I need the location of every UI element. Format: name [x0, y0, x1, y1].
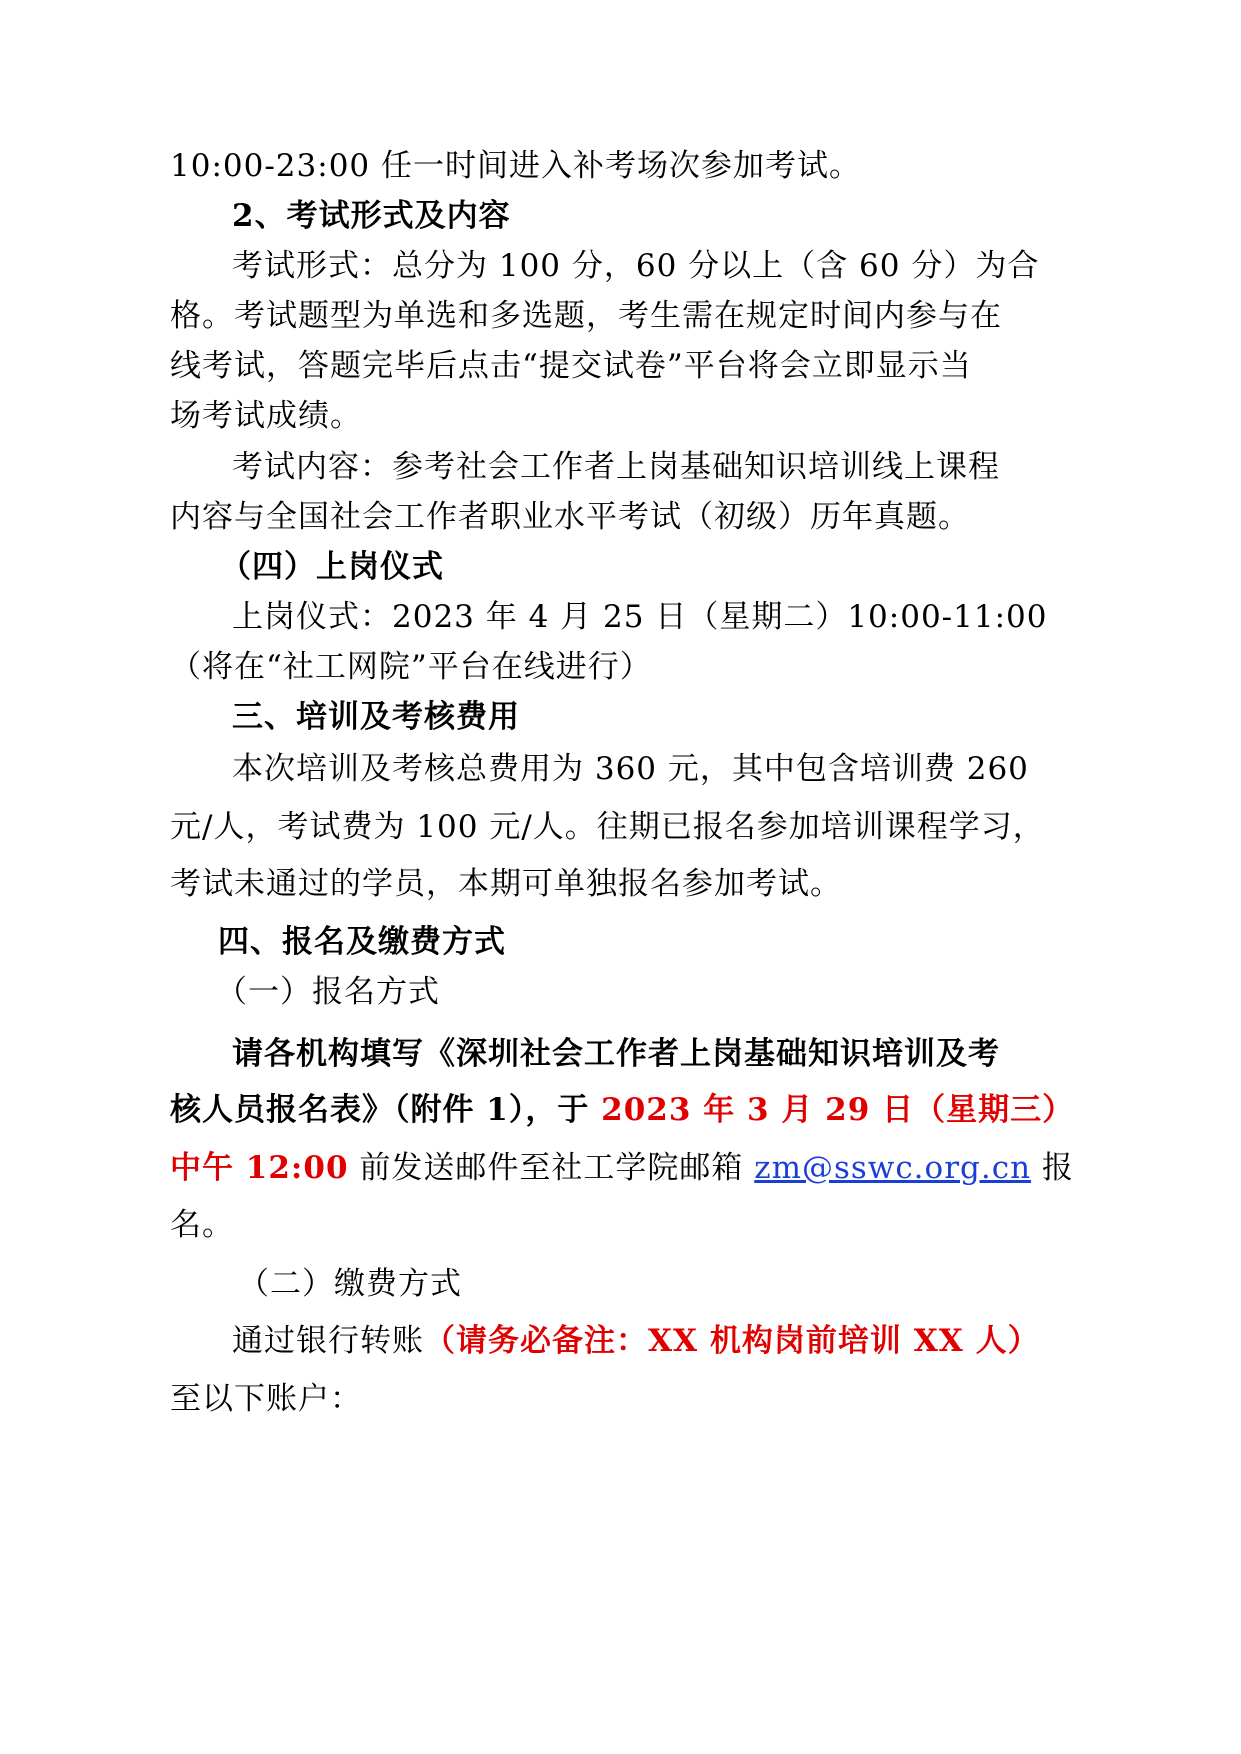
paragraph-exam-content: 考试内容：参考社会工作者上岗基础知识培训线上课程 [232, 449, 1000, 485]
deadline-time: 中午 12:00 [170, 1150, 349, 1186]
paragraph-signup [170, 1148, 1074, 1188]
paragraph-exam-format: 场考试成绩。 [170, 398, 362, 434]
paragraph-signup: 请各机构填写《深圳社会工作者上岗基础知识培训及考 [232, 1036, 1000, 1072]
line-exam-time: 10:00-23:00 任一时间进入补考场次参加考试。 [170, 148, 862, 184]
form-title-text: 核人员报名表》 [170, 1092, 394, 1128]
heading-ceremony: （四）上岗仪式 [220, 549, 444, 585]
email-link[interactable]: zm@sswc.org.cn [754, 1150, 1032, 1186]
paragraph-exam-format: 考试形式：总分为 100 分，60 分以上（含 60 分）为合 [232, 248, 1040, 284]
paragraph-ceremony: （将在“社工网院”平台在线进行） [170, 649, 652, 685]
paragraph-signup: 名。 [170, 1207, 234, 1243]
email-instruction: 前发送邮件至社工学院邮箱 [348, 1150, 755, 1186]
heading-payment-method: （二）缴费方式 [238, 1266, 462, 1302]
paragraph-ceremony: 上岗仪式：2023 年 4 月 25 日（星期二）10:00-11:00 [232, 599, 1048, 635]
deadline-date: 2023 年 3 月 29 日（星期三） [601, 1092, 1075, 1128]
paragraph-payment [232, 1321, 1040, 1361]
paragraph-exam-format: 格。考试题型为单选和多选题，考生需在规定时间内参与在 [170, 298, 1002, 334]
paragraph-signup [170, 1090, 1074, 1130]
heading-exam-format: 2、考试形式及内容 [232, 198, 511, 234]
heading-fee: 三、培训及考核费用 [232, 699, 520, 735]
heading-signup-method: （一）报名方式 [216, 974, 440, 1010]
transfer-text: 通过银行转账 [232, 1323, 424, 1359]
paragraph-exam-format: 线考试，答题完毕后点击“提交试卷”平台将会立即显示当 [170, 348, 972, 384]
transfer-note: （请务必备注：XX 机构岗前培训 XX 人） [424, 1323, 1040, 1359]
paragraph-exam-content: 内容与全国社会工作者职业水平考试（初级）历年真题。 [170, 499, 970, 535]
paragraph-payment: 至以下账户： [170, 1381, 362, 1417]
heading-signup-payment: 四、报名及缴费方式 [218, 924, 506, 960]
paragraph-fee: 元/人，考试费为 100 元/人。往期已报名参加培训课程学习， [170, 809, 1045, 845]
paragraph-fee: 考试未通过的学员，本期可单独报名参加考试。 [170, 866, 842, 902]
attachment-text: （附件 1），于 [394, 1092, 602, 1128]
signup-tail: 报 [1031, 1150, 1074, 1186]
paragraph-fee: 本次培训及考核总费用为 360 元，其中包含培训费 260 [232, 751, 1029, 787]
